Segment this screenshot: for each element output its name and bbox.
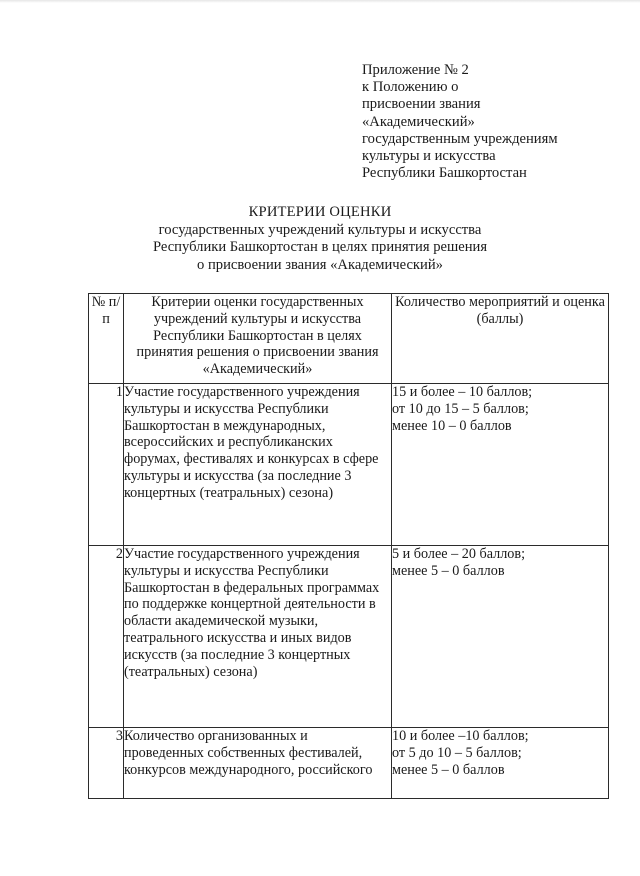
table-header-row [89,294,609,384]
appendix-line: присвоении звания [362,96,481,113]
table-row [89,384,609,546]
document-heading [0,204,640,274]
scan-edge [0,0,640,3]
document-subtitle-line: Республики Башкортостан в целях принятия решения [152,239,488,256]
appendix-line: к Положению о [362,79,459,96]
row-number: 1 [89,384,124,546]
appendix-line: культуры и искусства [362,148,496,165]
score-line: от 5 до 10 – 5 баллов; [392,744,522,761]
row-score [392,546,609,728]
appendix-line: Республики Башкортостан [362,165,527,182]
criteria-table [88,293,609,799]
row-number: 3 [89,728,124,799]
document-title: КРИТЕРИИ ОЦЕНКИ [248,204,392,220]
header-criteria: Критерии оценки государственных учреждений культуры и искусства Республики Башкортостан в целях принятия решения о присвоении звания «Академический» [124,294,392,384]
row-score [392,384,609,546]
score-line: менее 5 – 0 баллов [392,562,505,579]
row-number: 2 [89,546,124,728]
appendix-line: Приложение № 2 [362,62,469,78]
row-score [392,728,609,799]
appendix-line: «Академический» [362,113,475,130]
document-subtitle-line: государственных учреждений культуры и искусства [158,221,482,238]
score-line: 15 и более – 10 баллов; [392,384,533,400]
appendix-line: государственным учреждениям [362,130,558,147]
appendix-note [362,62,632,182]
score-line: от 10 до 15 – 5 баллов; [392,400,529,417]
row-criteria: Количество организованных и проведенных собственных фестивалей, конкурсов международного, российского [124,728,392,799]
score-line: менее 5 – 0 баллов [392,761,505,778]
score-line: 5 и более – 20 баллов; [392,546,526,562]
header-number: № п/п [89,294,124,384]
document-subtitle-line: о присвоении звания «Академический» [197,256,443,273]
row-criteria: Участие государственного учреждения культуры и искусства Республики Башкортостан в федеральных программах по поддержке концертной деятельности в области академической музыки, театрального искусства и иных видов искусств (за последние 3 концертных (театральных) сезона) [124,546,392,728]
header-score: Количество мероприятий и оценка (баллы) [392,294,609,384]
score-line: 10 и более –10 баллов; [392,728,529,744]
row-criteria: Участие государственного учреждения культуры и искусства Республики Башкортостан в международных, всероссийских и республиканских форумах, фестивалях и конкурсах в сфере культуры и искусства (за последние 3 концертных (театральных) сезона) [124,384,392,546]
table-row [89,546,609,728]
table-row [89,728,609,799]
score-line: менее 10 – 0 баллов [392,417,512,434]
